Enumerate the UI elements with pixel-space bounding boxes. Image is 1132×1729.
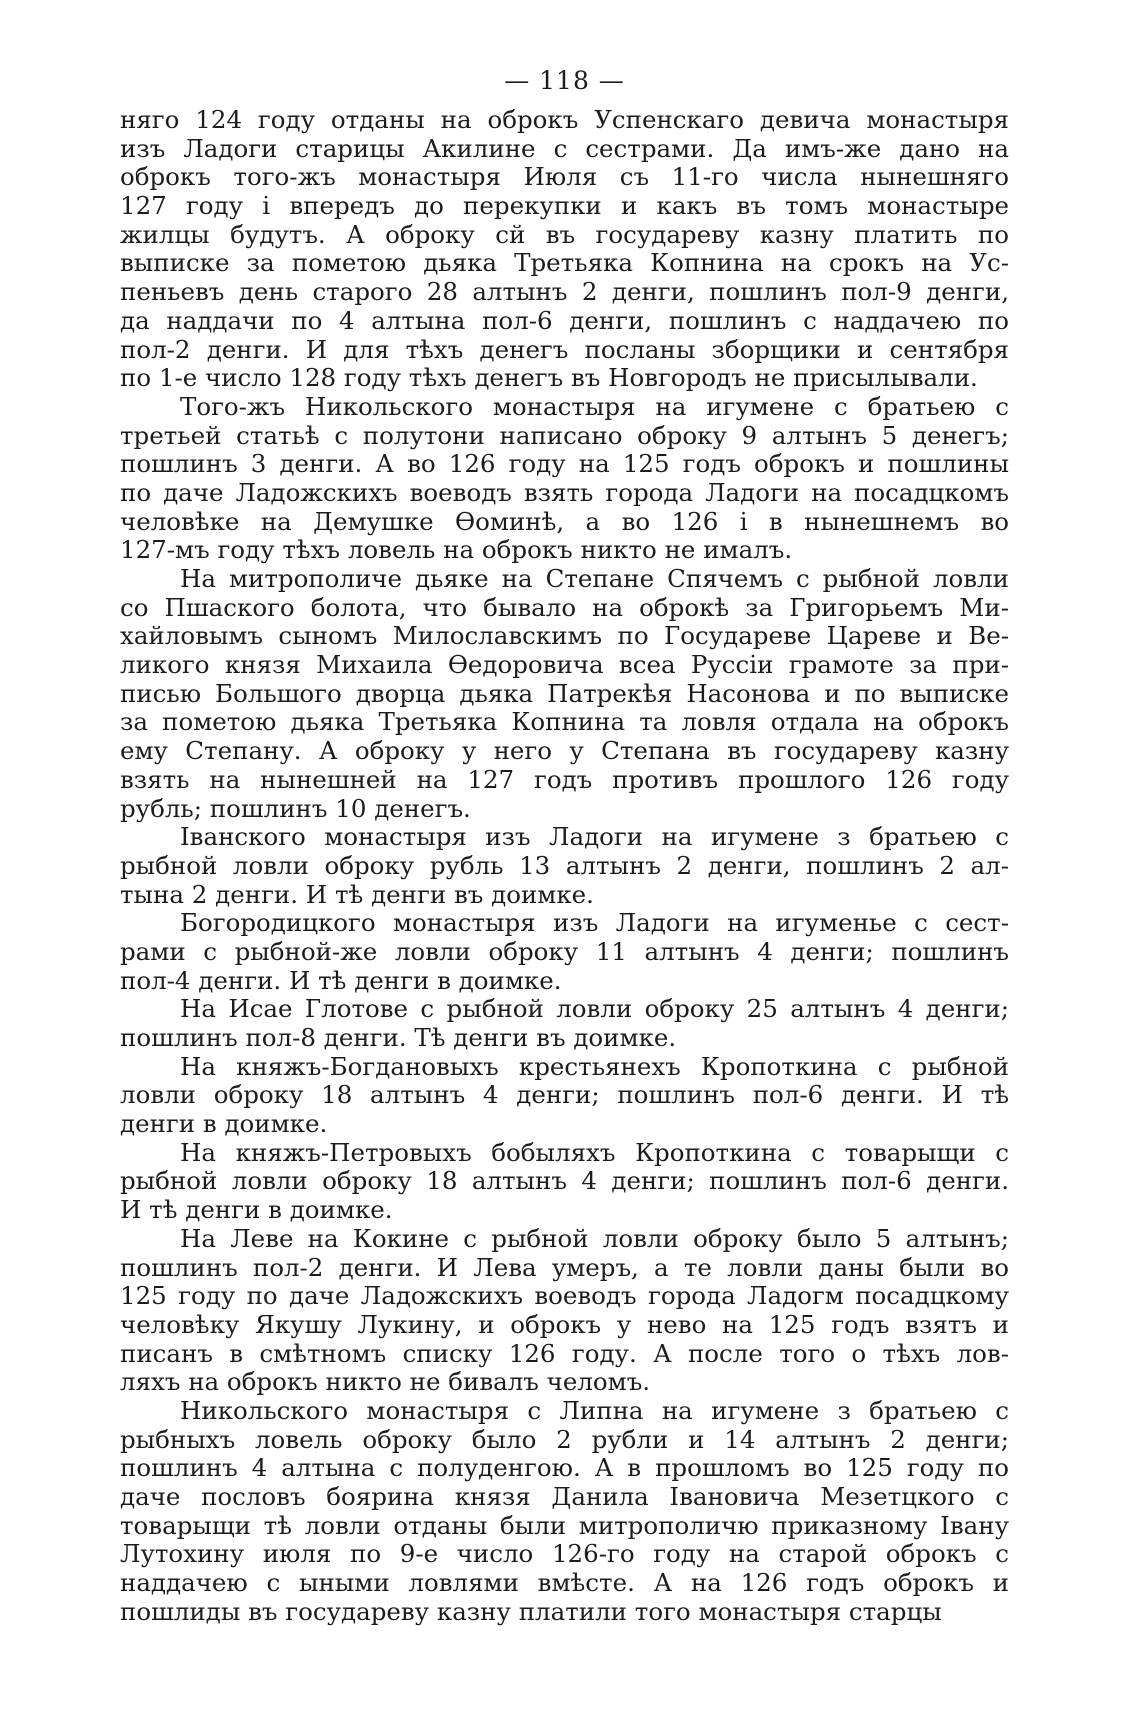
text-line: На княжъ-Богдановыхъ крестьянехъ Кропоткина с рыбной bbox=[180, 1051, 1009, 1081]
text-line: за пометою дьяка Третьяка Копнина та ловля отдала на оброкъ bbox=[120, 707, 1009, 737]
text-line: взять на нынешней на 127 годъ противъ прошлого 126 году bbox=[120, 764, 1009, 794]
text-line: На Исае Глотове с рыбной ловли оброку 25 алтынъ 4 денги; bbox=[180, 994, 1009, 1024]
text-line: человѣке на Демушке Өоминѣ, а во 126 і в нынешнемъ во bbox=[120, 506, 1009, 536]
paragraph bbox=[120, 1139, 1009, 1225]
text-line: выписке за пометою дьяка Третьяка Копнина на срокъ на Ус- bbox=[120, 248, 1009, 278]
text-line: писью Большого дворца дьяка Патрекѣя Насонова и по выписке bbox=[120, 678, 1009, 708]
text-line: наддачею с ыными ловлями вмѣсте. А на 126 годъ оброкъ и bbox=[120, 1568, 1009, 1598]
text-line: оброкъ того-жъ монастыря Июля съ 11-го числа нынешняго bbox=[120, 162, 1009, 192]
text-line: И тѣ денги в доимке. bbox=[120, 1195, 393, 1225]
text-line: 125 году по даче Ладожскихъ воеводъ города Ладогм посадцкому bbox=[120, 1281, 1009, 1311]
text-line: пошлинъ пол-2 денги. И Лева умеръ, а те ловли даны были во bbox=[120, 1252, 1009, 1282]
text-line: третьей статьѣ с полутони написано оброку 9 алтынъ 5 денегъ; bbox=[120, 420, 1009, 450]
text-line: На Леве на Кокине с рыбной ловли оброку было 5 алтынъ; bbox=[180, 1223, 1009, 1253]
paragraph bbox=[120, 393, 1009, 565]
text-line: 127 году і впередъ до перекупки и какъ въ томъ монастыре bbox=[120, 191, 1009, 221]
text-line: ляхъ на оброкъ никто не бивалъ челомъ. bbox=[120, 1367, 651, 1397]
text-line: ловли оброку 18 алтынъ 4 денги; пошлинъ пол-6 денги. И тѣ bbox=[120, 1080, 1009, 1110]
text-line: рыбной ловли оброку 18 алтынъ 4 денги; пошлинъ пол-6 денги. bbox=[120, 1166, 1009, 1196]
text-line: рыбныхъ ловель оброку было 2 рубли и 14 алтынъ 2 денги; bbox=[120, 1424, 1009, 1454]
text-line: денги в доимке. bbox=[120, 1109, 328, 1139]
text-line: пол-2 денги. И для тѣхъ денегъ посланы зборщики и сентября bbox=[120, 334, 1009, 364]
text-line: писанъ в смѣтномъ списку 126 году. А после того о тѣхъ лов- bbox=[120, 1338, 1009, 1368]
text-line: тына 2 денги. И тѣ денги въ доимке. bbox=[120, 879, 594, 909]
paragraph bbox=[120, 823, 1009, 909]
text-line: Никольского монастыря с Липна на игумене з братьею с bbox=[180, 1395, 1009, 1425]
text-line: пошлинъ 3 денги. А во 126 году на 125 годъ оброкъ и пошлины bbox=[120, 449, 1009, 479]
paragraph bbox=[120, 1053, 1009, 1139]
text-line: ликого князя Михаила Өедоровича всеа Руссіи грамоте за при- bbox=[120, 650, 1009, 680]
paragraph bbox=[120, 909, 1009, 995]
text-line: пошлинъ 4 алтына с полуденгою. А в прошломъ во 125 году по bbox=[120, 1453, 1009, 1483]
text-line: пошлинъ пол-8 денги. Тѣ денги въ доимке. bbox=[120, 1023, 677, 1052]
paragraph bbox=[120, 995, 1009, 1052]
text-line: На княжъ-Петровыхъ бобыляхъ Кропоткина с товарыщи с bbox=[180, 1137, 1009, 1167]
text-line: ему Степану. А оброку у него у Степана въ государеву казну bbox=[120, 736, 1009, 766]
text-line: На митрополиче дьяке на Степане Спячемъ с рыбной ловли bbox=[180, 564, 1009, 593]
text-line: по 1-е число 128 году тѣхъ денегъ въ Новгородъ не присылывали. bbox=[120, 363, 978, 393]
text-line: даче пословъ боярина князя Данила Івановича Мезетцкого с bbox=[120, 1482, 1009, 1511]
text-line: изъ Ладоги старицы Акилине с сестрами. Да имъ-же дано на bbox=[120, 133, 1009, 163]
paragraph bbox=[120, 106, 1009, 393]
text-line: жилцы будутъ. А оброку сй въ государеву казну платить по bbox=[120, 219, 1009, 249]
paragraph bbox=[120, 565, 1009, 823]
text-line: человѣку Якушу Лукину, и оброкъ у нево на 125 годъ взятъ и bbox=[120, 1309, 1009, 1339]
text-line: Богородицкого монастыря изъ Ладоги на игуменье с сест- bbox=[180, 908, 1009, 938]
text-line: рыбной ловли оброку рубль 13 алтынъ 2 денги, пошлинъ 2 ал- bbox=[120, 850, 1009, 880]
text-line: пол-4 денги. И тѣ денги в доимке. bbox=[120, 965, 562, 995]
paragraph bbox=[120, 1397, 1009, 1627]
text-line: пеньевъ день старого 28 алтынъ 2 денги, пошлинъ пол-9 денги, bbox=[120, 277, 1009, 307]
paragraph bbox=[120, 1225, 1009, 1397]
body-text bbox=[120, 106, 1009, 1626]
text-line: рубль; пошлинъ 10 денегъ. bbox=[120, 793, 471, 823]
text-line: по даче Ладожскихъ воеводъ взять города Ладоги на посадцкомъ bbox=[120, 477, 1009, 507]
text-line: со Пшаского болота, что бывало на оброкѣ за Григорьемъ Ми- bbox=[120, 592, 1009, 622]
text-line: хайловымъ сыномъ Милославскимъ по Государеве Цареве и Ве- bbox=[120, 621, 1009, 651]
page-number: — 118 — bbox=[504, 66, 625, 95]
text-line: няго 124 году отданы на оброкъ Успенскаго девича монастыря bbox=[120, 105, 1009, 134]
text-line: рами с рыбной-же ловли оброку 11 алтынъ 4 денги; пошлинъ bbox=[120, 936, 1009, 966]
text-line: пошлиды въ государеву казну платили того монастыря старцы bbox=[120, 1596, 942, 1626]
text-line: товарыщи тѣ ловли отданы были митрополичю приказному Івану bbox=[120, 1510, 1009, 1540]
text-line: 127-мъ году тѣхъ ловель на оброкъ никто не ималъ. bbox=[120, 535, 793, 565]
document-page bbox=[120, 64, 1009, 1626]
text-line: Лутохину июля по 9-е число 126-го году на старой оброкъ с bbox=[120, 1539, 1009, 1569]
text-line: Того-жъ Никольского монастыря на игумене с братьею с bbox=[180, 391, 1009, 421]
text-line: Іванского монастыря изъ Ладоги на игумене з братьею с bbox=[180, 822, 1009, 852]
text-line: да наддачи по 4 алтына пол-6 денги, пошлинъ с наддачею по bbox=[120, 305, 1009, 335]
